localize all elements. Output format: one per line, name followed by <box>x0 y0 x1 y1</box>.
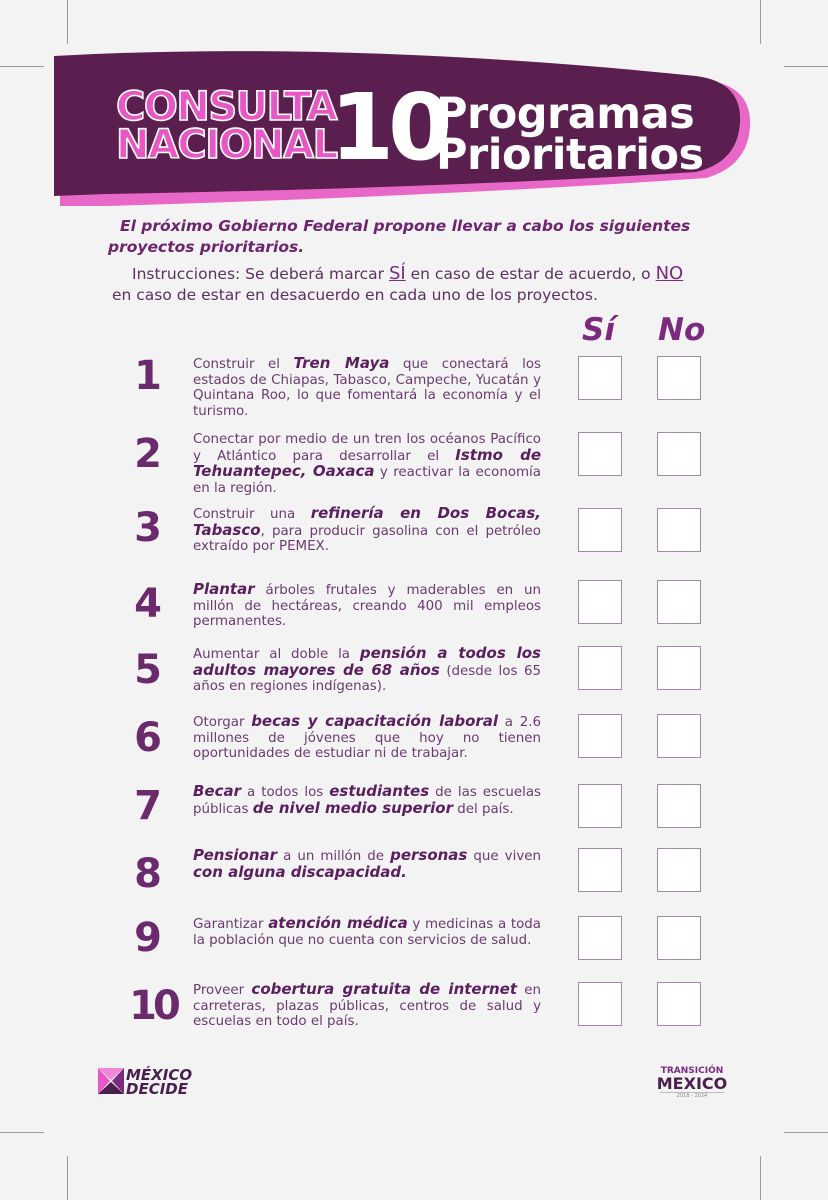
item-number: 8 <box>134 851 162 897</box>
item-highlight: personas <box>390 846 468 864</box>
crop-mark <box>784 1132 828 1133</box>
mexico-decide-logo: MÉXICO DECIDE <box>126 1066 193 1098</box>
checkbox-no-7[interactable] <box>657 784 701 828</box>
item-number: 7 <box>134 783 162 829</box>
item-highlight: pensión a todos los adultos mayores de 68 años <box>193 644 541 679</box>
item-number: 10 <box>129 983 177 1029</box>
instruction-no: NO <box>655 263 684 284</box>
item-description <box>193 784 541 817</box>
item-number: 6 <box>134 715 162 761</box>
checkbox-si-1[interactable] <box>578 356 622 400</box>
checkbox-si-10[interactable] <box>578 982 622 1026</box>
item-text: Construir una <box>193 507 311 522</box>
item-text: a todos los <box>241 785 330 800</box>
item-highlight: atención médica <box>268 914 408 932</box>
item-number: 3 <box>134 505 162 551</box>
checkbox-si-7[interactable] <box>578 784 622 828</box>
checkbox-no-3[interactable] <box>657 508 701 552</box>
item-text: , para producir gasolina con el petróleo extraído por PEMEX. <box>193 523 541 555</box>
banner-number: 10 <box>330 74 447 181</box>
checkbox-no-1[interactable] <box>657 356 701 400</box>
transicion-mexico-logo: TRANSICIÓN MEXICO 2018 - 2024 <box>656 1066 728 1099</box>
item-text: Garantizar <box>193 917 269 932</box>
item-text: que viven <box>467 849 541 864</box>
item-highlight: Plantar <box>193 580 255 598</box>
item-highlight: Becar <box>193 782 242 800</box>
crop-mark <box>760 1156 761 1200</box>
item-text: Aumentar al doble la <box>193 647 360 662</box>
item-highlight: refinería en Dos Bocas, Tabasco <box>193 504 541 539</box>
crop-mark <box>0 66 44 67</box>
banner-title-consulta: CONSULTA NACIONAL <box>116 84 337 168</box>
checkbox-si-8[interactable] <box>578 848 622 892</box>
crop-mark <box>784 66 828 67</box>
checkbox-si-4[interactable] <box>578 580 622 624</box>
item-text: y medicinas a toda la población que no cuenta con servicios de salud. <box>193 917 541 948</box>
item-text: Proveer <box>193 983 252 998</box>
item-description <box>193 848 541 881</box>
item-description <box>193 356 541 419</box>
checkbox-no-5[interactable] <box>657 646 701 690</box>
item-highlight: Pensionar <box>193 846 278 864</box>
item-highlight: estudiantes <box>329 782 430 800</box>
crop-mark <box>0 1132 44 1133</box>
checkbox-si-3[interactable] <box>578 508 622 552</box>
crop-mark <box>67 1156 68 1200</box>
item-highlight: de nivel medio superior <box>252 798 453 817</box>
item-text: árboles frutales y maderables en un millón de hectáreas, creando 400 mil empleos permanentes. <box>193 583 541 630</box>
item-description <box>193 582 541 630</box>
item-highlight: Tren Maya <box>293 354 390 372</box>
item-number: 4 <box>134 581 162 627</box>
checkbox-no-4[interactable] <box>657 580 701 624</box>
column-header-no: No <box>658 312 706 348</box>
item-text: de las escuelas públicas <box>193 785 542 817</box>
checkbox-si-9[interactable] <box>578 916 622 960</box>
checkbox-no-8[interactable] <box>657 848 701 892</box>
item-number: 2 <box>134 431 162 477</box>
column-header-si: Sí <box>582 312 615 348</box>
checkbox-si-2[interactable] <box>578 432 622 476</box>
mexico-decide-logo-icon <box>96 1066 126 1096</box>
item-highlight: becas y capacitación laboral <box>251 712 499 730</box>
item-number: 1 <box>134 353 162 399</box>
checkbox-si-6[interactable] <box>578 714 622 758</box>
item-description <box>193 916 541 948</box>
item-description <box>193 506 541 555</box>
checkbox-no-9[interactable] <box>657 916 701 960</box>
item-text: a un millón de <box>277 849 391 864</box>
item-number: 5 <box>134 647 162 693</box>
banner-title-programas: Programas Prioritarios <box>436 89 704 180</box>
intro-text: El próximo Gobierno Federal propone llevar a cabo los siguientes proyectos prioritarios. <box>108 217 691 256</box>
item-highlight: cobertura gratuita de internet <box>251 980 518 998</box>
item-text: del país. <box>452 801 514 817</box>
item-text: en carreteras, plazas públicas, centros de salud y escuelas en todo el país. <box>193 983 542 1030</box>
crop-mark <box>760 0 761 44</box>
item-highlight: con alguna discapacidad. <box>193 862 407 881</box>
checkbox-si-5[interactable] <box>578 646 622 690</box>
item-description <box>193 982 541 1030</box>
item-text: a 2.6 millones de jóvenes que hoy no tienen oportunidades de estudiar ni de trabajar. <box>193 715 541 762</box>
checkbox-no-10[interactable] <box>657 982 701 1026</box>
instructions: Instrucciones: Se deberá marcar SÍ en caso de estar de acuerdo, o NO en caso de estar en desacuerdo en cada uno de los proyectos. <box>112 263 684 304</box>
item-text: (desde los 65 años en regiones indígenas). <box>193 663 541 695</box>
item-description <box>193 714 541 762</box>
item-text: Conectar por medio de un tren los océanos Pacífico y Atlántico para desarrollar el <box>193 432 541 464</box>
item-highlight: Istmo de Tehuantepec, Oaxaca <box>193 445 541 481</box>
crop-mark <box>67 0 68 44</box>
item-text: y reactivar la economía en la región. <box>193 465 541 496</box>
item-text: Otorgar <box>193 715 252 730</box>
item-number: 9 <box>134 915 162 961</box>
item-description <box>193 432 541 496</box>
item-text: Construir el <box>193 357 294 372</box>
item-description <box>193 646 541 695</box>
checkbox-no-2[interactable] <box>657 432 701 476</box>
checkbox-no-6[interactable] <box>657 714 701 758</box>
item-text: que conectará los estados de Chiapas, Tabasco, Campeche, Yucatán y Quintana Roo, lo que fomentará la economía y el turismo. <box>193 357 541 419</box>
instruction-si: SÍ <box>388 263 406 284</box>
